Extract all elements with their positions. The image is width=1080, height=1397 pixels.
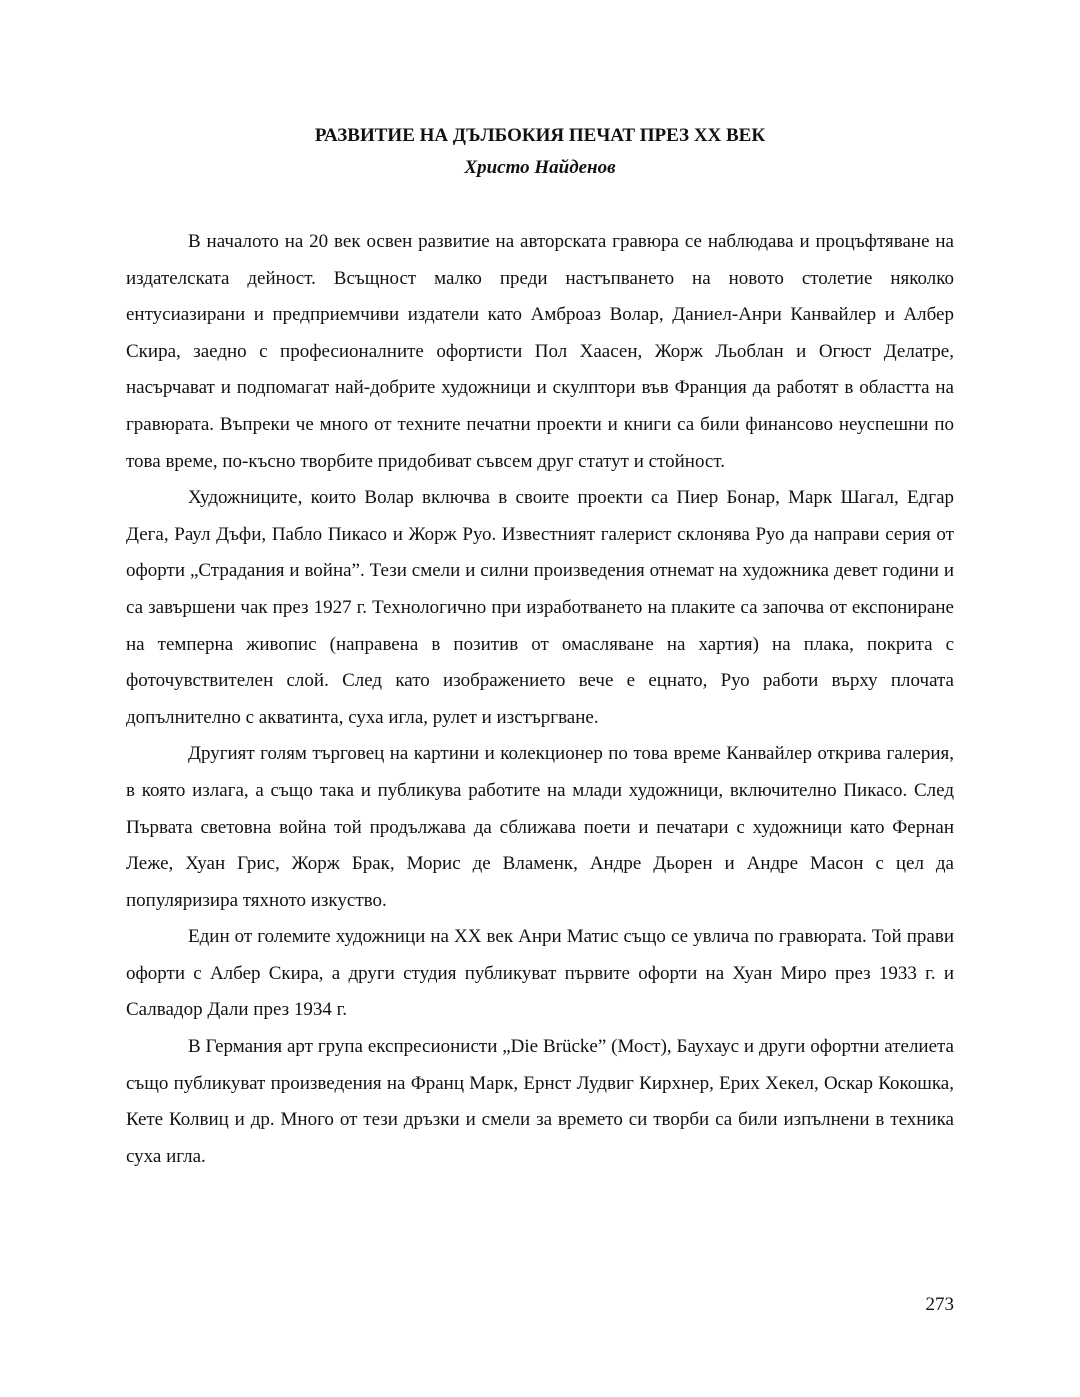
document-author: Христо Найденов <box>464 157 616 178</box>
paragraph-4: Един от големите художници на XX век Анри Матис също се увлича по гравюрата. Той прави офорти с Албер Скира, а други студия публикуват първите офорти на Хуан Миро през 1933 г. и Салвадор Дали през 1934 г. <box>126 926 954 1021</box>
paragraph-2: Художниците, които Волар включва в своите проекти са Пиер Бонар, Марк Шагал, Едгар Дега, Раул Дъфи, Пабло Пикасо и Жорж Руо. Известният галерист склонява Руо да направи серия от офорти „Страдания и война”. Тези смели и силни произведения отнемат на художника девет години и са завършени чак през 1927 г. Технологично при изработването на плаките са започва от експониране на темперна живопис (направена в позитив от омасляване на хартия) на плака, покрита с фоточувствителен слой. След като изображението вече е ецнато, Руо работи върху плочата допълнително с акватинта, суха игла, рулет и изстъргване. <box>126 487 954 728</box>
document-body <box>126 224 954 1175</box>
paragraph-3: Другият голям търговец на картини и колекционер по това време Канвайлер открива галерия, в която излага, а също така и публикува работите на млади художници, включително Пикасо. След Първата световна война той продължава да сближава поети и печатари с художници като Фернан Леже, Хуан Грис, Жорж Брак, Морис де Вламенк, Андре Дьорен и Андре Масон с цел да популяризира тяхното изкуство. <box>126 743 954 911</box>
paragraph-5: В Германия арт група експресионисти „Die Brücke” (Мост), Баухаус и други офортни ателиета също публикуват произведения на Франц Марк, Ернст Лудвиг Кирхнер, Ерих Хекел, Оскар Кокошка, Кете Колвиц и др. Много от тези дръзки и смели за времето си творби са били изпълнени в техника суха игла. <box>126 1036 954 1167</box>
page-number: 273 <box>925 1294 954 1315</box>
document-title: РАЗВИТИЕ НА ДЪЛБОКИЯ ПЕЧАТ ПРЕЗ XX ВЕК <box>314 125 766 146</box>
document-page <box>126 120 954 1175</box>
paragraph-1: В началото на 20 век освен развитие на авторската гравюра се наблюдава и процъфтяване на издателската дейност. Всъщност малко преди настъпването на новото столетие няколко ентусиазирани и предприемчиви издатели като Амброаз Волар, Даниел-Анри Канвайлер и Албер Скира, заедно с професионалните офортисти Пол Хаасен, Жорж Льоблан и Огюст Делатре, насърчават и подпомагат най-добрите художници и скулптори във Франция да работят в областта на гравюрата. Въпреки че много от техните печатни проекти и книги са били финансово неуспешни по това време, по-късно творбите придобиват съвсем друг статут и стойност. <box>126 231 954 472</box>
